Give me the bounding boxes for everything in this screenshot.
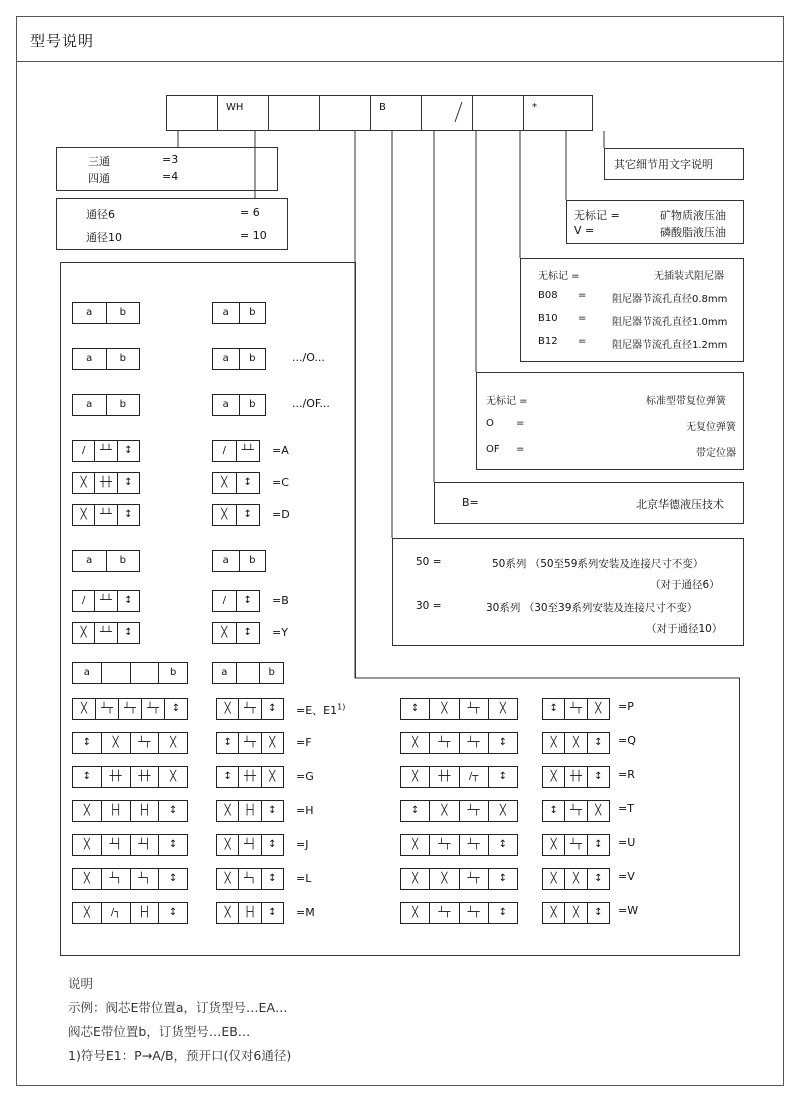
fluid-r2k: V = <box>574 224 595 237</box>
series-r2v: 30系列 （30至39系列安装及连接尺寸不变） <box>486 602 698 614</box>
spool-label-r: =R <box>618 768 635 781</box>
spool-label-d: =D <box>272 508 290 521</box>
notes <box>68 972 291 1068</box>
symbol-3way-actuated: a b <box>212 302 266 324</box>
spool-symbol-y: ╳ ↕ <box>212 622 260 644</box>
spool-symbol-u-full: ╳ ┴┬ ┴┬ ↕ <box>400 834 518 856</box>
fluid-r1v: 矿物质液压油 <box>660 209 726 222</box>
spool-symbol-e-full: ╳ ┴┬ ┴┬ ┴┬ ↕ <box>72 698 188 720</box>
spool-symbol-b: / ↕ <box>212 590 260 612</box>
size-a-val: = 6 <box>240 206 260 219</box>
spool-symbol-l: ╳ ┴┐ ↕ <box>216 868 284 890</box>
series-r1k: 50 = <box>416 556 442 568</box>
spool-symbol-j: ╳ ┴┤ ↕ <box>216 834 284 856</box>
spring-r1v: 标准型带复位弹簧 <box>646 396 726 407</box>
spool-label-e: =E、E1$^{1)}$ <box>296 702 346 717</box>
damper-r3e: = <box>578 313 587 324</box>
spool-symbol-m: ╳ ├┤ ↕ <box>216 902 284 924</box>
spool-label-w: =W <box>618 904 639 917</box>
series-r1v: 50系列 （50至59系列安装及连接尺寸不变） <box>492 558 704 570</box>
series-r1n: （对于通径6） <box>650 579 720 591</box>
note-line: 1)符号E1：P→A/B，预开口(仅对6通径) <box>68 1048 292 1063</box>
spool-symbol-a-full: / ┴┴ ↕ <box>72 440 140 462</box>
series-r2n: （对于通径10） <box>646 623 723 635</box>
spool-symbol-e: ╳ ┴┬ ↕ <box>216 698 284 720</box>
spool-symbol-f: ↕ ┴┬ ╳ <box>216 732 284 754</box>
spool-symbol-d-full: ╳ ┴┴ ↕ <box>72 504 140 526</box>
spool-symbol-r-full: ╳ ┼┼ /┬ ↕ <box>400 766 518 788</box>
damper-r4e: = <box>578 336 587 347</box>
spool-label-q: =Q <box>618 734 636 747</box>
code-cell: WH <box>217 95 269 131</box>
spool-symbol-h-full: ╳ ├┤ ├┤ ↕ <box>72 800 188 822</box>
spool-symbol-q-full: ╳ ┴┬ ┴┬ ↕ <box>400 732 518 754</box>
spool-label-u: =U <box>618 836 636 849</box>
spool-symbol-j-full: ╳ ┴┤ ┴┤ ↕ <box>72 834 188 856</box>
spool-symbol-c: ╳ ↕ <box>212 472 260 494</box>
spool-label-t: =T <box>618 802 634 815</box>
ways-three: 三通 <box>88 155 110 168</box>
spool-label-l: =L <box>296 872 312 885</box>
spool-symbol-g: ↕ ┼┼ ╳ <box>216 766 284 788</box>
spool-symbol-q: ╳ ╳ ↕ <box>542 732 610 754</box>
spring-r2e: = <box>516 418 525 429</box>
symbol-4way-basic: a b <box>72 662 188 684</box>
page-title: 型号说明 <box>30 32 95 50</box>
spool-label-f: =F <box>296 736 312 749</box>
suffix-of: .../OF... <box>292 397 330 410</box>
series-r2k: 30 = <box>416 600 442 612</box>
spool-symbol-b-full: / ┴┴ ↕ <box>72 590 140 612</box>
damper-r3v: 阻尼器节流孔直径1.0mm <box>612 317 728 328</box>
symbol-3way-spring-actuated: a b <box>212 550 266 572</box>
spool-label-a: =A <box>272 444 289 457</box>
damper-r3k: B10 <box>538 313 558 324</box>
suffix-o: .../O... <box>292 351 325 364</box>
spool-panel-upper <box>60 262 356 678</box>
spool-label-j: =J <box>296 838 309 851</box>
spool-symbol-t-full: ↕ ╳ ┴┬ ╳ <box>400 800 518 822</box>
spool-label-v: =V <box>618 870 635 883</box>
spring-r3e: = <box>516 444 525 455</box>
spool-symbol-p: ↕ ┴┬ ╳ <box>542 698 610 720</box>
spool-symbol-p-full: ↕ ╳ ┴┬ ╳ <box>400 698 518 720</box>
code-cell: B <box>370 95 422 131</box>
spool-symbol-d: ╳ ↕ <box>212 504 260 526</box>
symbol-3way-o: a b <box>72 348 140 370</box>
damper-r4v: 阻尼器节流孔直径1.2mm <box>612 340 728 351</box>
size-a: 通径6 <box>86 208 115 221</box>
note-line: 示例：阀芯E带位置a，订货型号…EA… <box>68 1000 288 1015</box>
spool-label-m: =M <box>296 906 315 919</box>
maker-value: 北京华德液压技术 <box>636 498 724 511</box>
ways-four-val: =4 <box>162 170 179 183</box>
spring-r2k: O <box>486 418 494 429</box>
symbol-3way-basic: a b <box>72 302 140 324</box>
spring-r3v: 带定位器 <box>696 448 736 459</box>
damper-r4k: B12 <box>538 336 558 347</box>
spring-r3k: OF <box>486 444 500 455</box>
symbol-3way-of: a b <box>72 394 140 416</box>
spool-symbol-c-full: ╳ ┼┼ ↕ <box>72 472 140 494</box>
spring-r2v: 无复位弹簧 <box>686 422 736 433</box>
spool-symbol-l-full: ╳ ┴┐ ┴┐ ↕ <box>72 868 188 890</box>
damper-r1k: 无标记 = <box>538 271 580 282</box>
other-text: 其它细节用文字说明 <box>614 158 713 171</box>
notes-heading: 说明 <box>68 976 94 991</box>
fluid-r2v: 磷酸脂液压油 <box>660 226 726 239</box>
ways-three-val: =3 <box>162 153 179 166</box>
spool-symbol-w: ╳ ╳ ↕ <box>542 902 610 924</box>
spool-symbol-w-full: ╳ ┴┬ ┴┬ ↕ <box>400 902 518 924</box>
spool-label-b: =B <box>272 594 289 607</box>
code-cell: * <box>523 95 593 131</box>
damper-r2e: = <box>578 290 587 301</box>
spool-symbol-v-full: ╳ ╳ ┴┬ ↕ <box>400 868 518 890</box>
spool-label-h: =H <box>296 804 314 817</box>
damper-r1v: 无插装式阻尼器 <box>654 271 724 282</box>
spool-symbol-m-full: ╳ /┐ ├┤ ↕ <box>72 902 188 924</box>
symbol-4way-actuated: a b <box>212 662 284 684</box>
spool-label-g: =G <box>296 770 314 783</box>
damper-r2v: 阻尼器节流孔直径0.8mm <box>612 294 728 305</box>
spool-symbol-h: ╳ ├┤ ↕ <box>216 800 284 822</box>
damper-r2k: B08 <box>538 290 558 301</box>
symbol-3way-spring: a b <box>72 550 140 572</box>
spool-label-c: =C <box>272 476 289 489</box>
spring-r1k: 无标记 = <box>486 396 528 407</box>
maker-key: B= <box>462 496 479 509</box>
spool-symbol-u: ╳ ┴┬ ↕ <box>542 834 610 856</box>
spool-symbol-t: ↕ ┴┬ ╳ <box>542 800 610 822</box>
symbol-3way-of-actuated: a b <box>212 394 266 416</box>
spool-label-y: =Y <box>272 626 288 639</box>
spool-label-p: =P <box>618 700 634 713</box>
symbol-3way-o-actuated: a b <box>212 348 266 370</box>
spool-symbol-r: ╳ ┼┼ ↕ <box>542 766 610 788</box>
ways-four: 四通 <box>88 172 110 185</box>
spool-symbol-y-full: ╳ ┴┴ ↕ <box>72 622 140 644</box>
size-b: 通径10 <box>86 231 122 244</box>
note-line: 阀芯E带位置b，订货型号…EB… <box>68 1024 251 1039</box>
fluid-r1k: 无标记 = <box>574 209 620 222</box>
spool-symbol-v: ╳ ╳ ↕ <box>542 868 610 890</box>
size-b-val: = 10 <box>240 229 267 242</box>
spool-symbol-g-full: ↕ ┼┼ ┼┼ ╳ <box>72 766 188 788</box>
spool-symbol-a: / ┴┴ <box>212 440 260 462</box>
spool-symbol-f-full: ↕ ╳ ┴┬ ╳ <box>72 732 188 754</box>
